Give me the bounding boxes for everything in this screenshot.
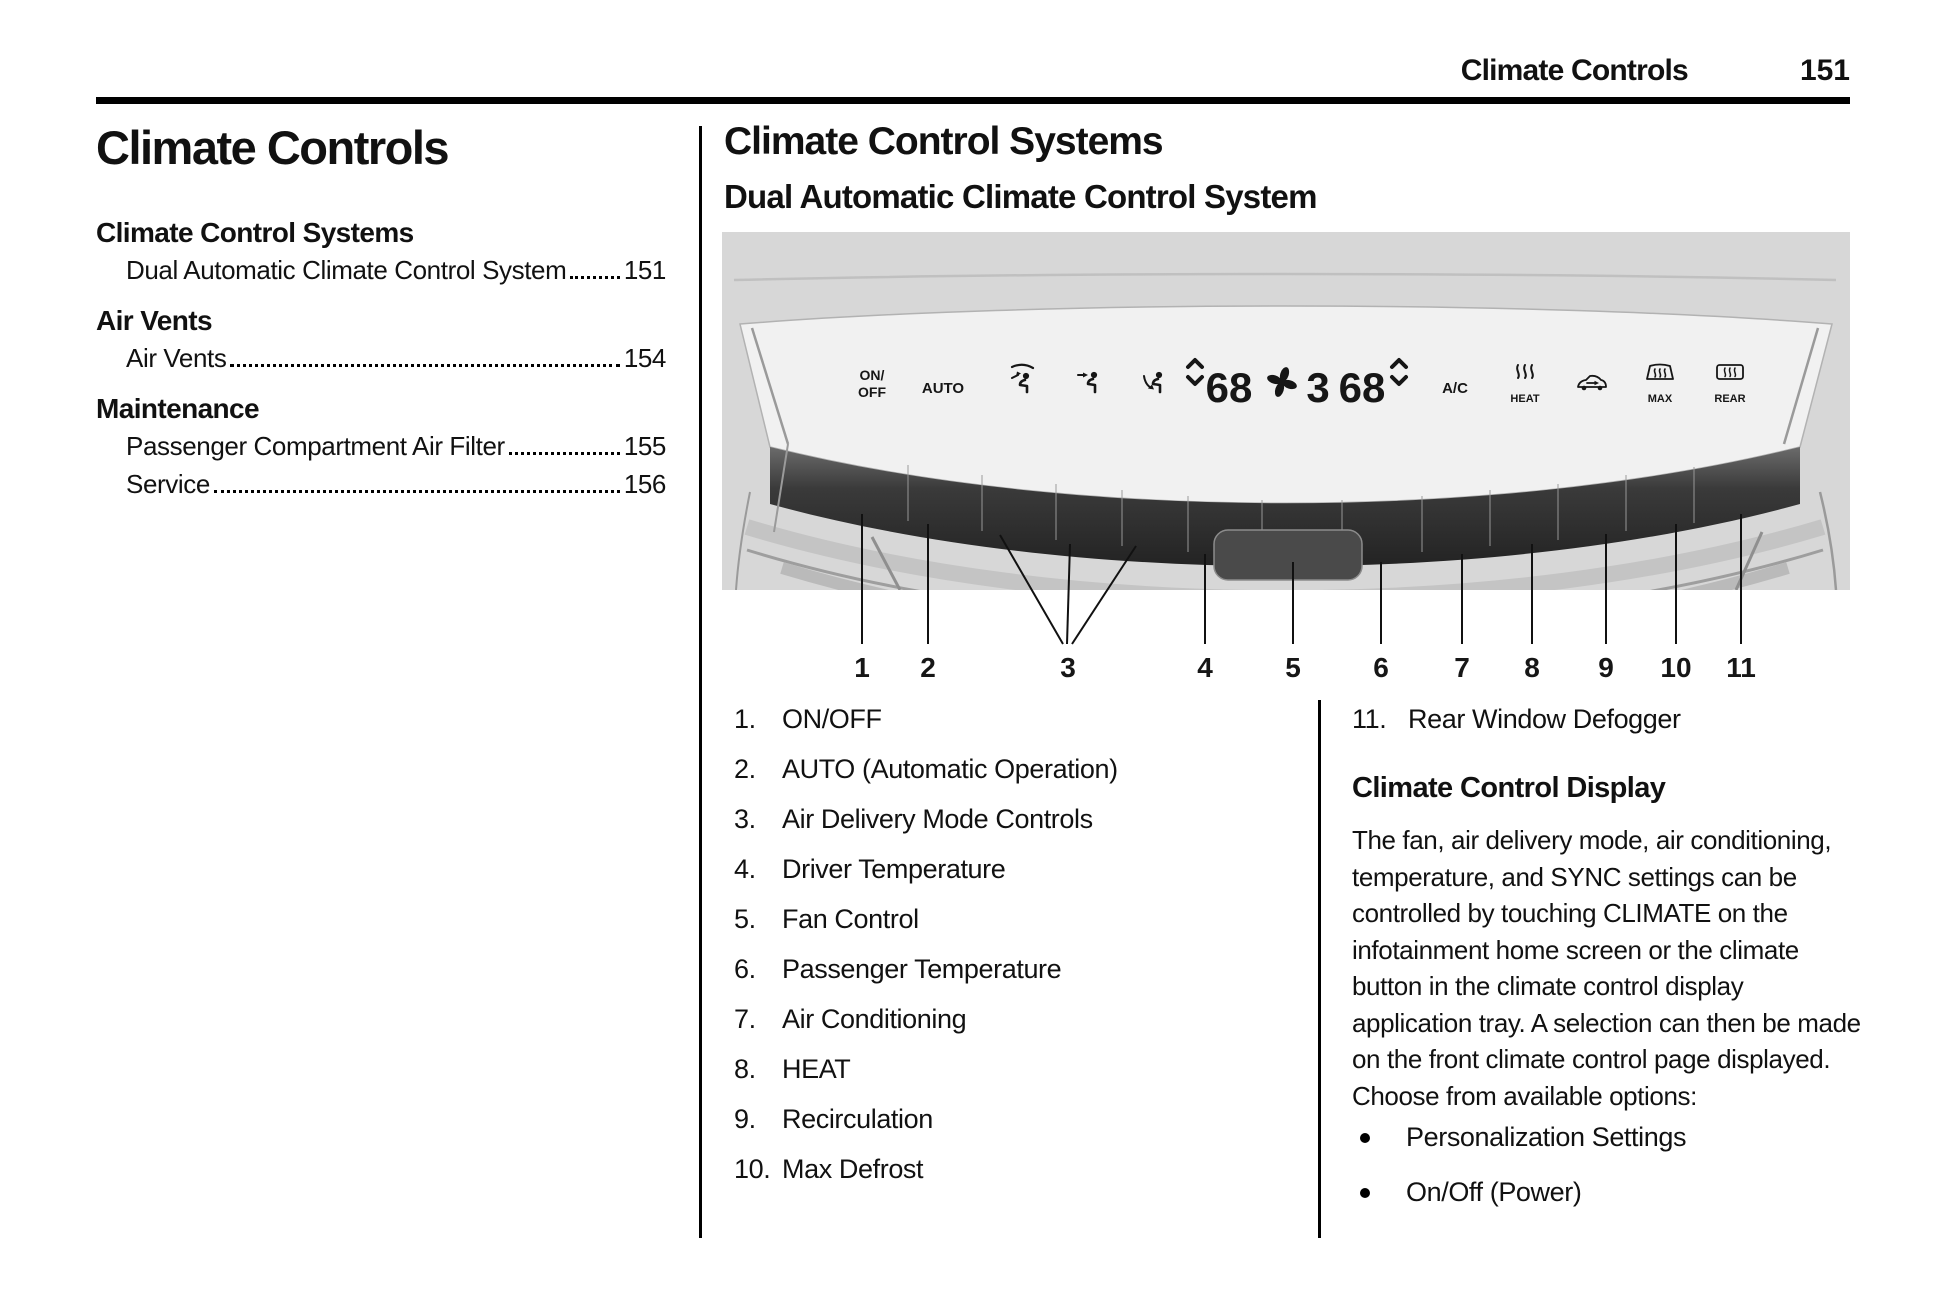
list-item-label: HEAT <box>782 1054 851 1084</box>
list-item-label: Air Delivery Mode Controls <box>782 804 1093 834</box>
on-off-button-label: OFF <box>858 384 886 400</box>
rear-defog-button-label: REAR <box>1714 393 1746 405</box>
bullet-label: On/Off (Power) <box>1406 1177 1582 1207</box>
toc-heading: Climate Control Systems <box>96 217 414 248</box>
heat-button-label: HEAT <box>1510 393 1540 405</box>
toc-section-climate-control-systems <box>96 215 666 289</box>
header-section-title: Climate Controls <box>1460 54 1688 87</box>
section-heading: Climate Control Systems <box>724 120 1163 163</box>
list-item-label: Recirculation <box>782 1104 933 1134</box>
callout-number: 2 <box>920 652 936 682</box>
list-item-number: 3. <box>734 804 756 834</box>
toc-section-air-vents <box>96 303 666 377</box>
list-item-number: 4. <box>734 854 756 884</box>
callout-number: 9 <box>1598 652 1614 682</box>
auto-button-label: AUTO <box>921 380 965 397</box>
list-item <box>734 704 1300 734</box>
toc-entry-page: 154 <box>623 343 666 373</box>
climate-panel-diagram <box>722 232 1850 682</box>
toc-entry <box>96 339 666 377</box>
list-item-number: 8. <box>734 1054 756 1084</box>
display-section-heading: Climate Control Display <box>1352 772 1666 804</box>
callout-number: 6 <box>1373 652 1389 682</box>
driver-temp-value: 68 <box>1205 364 1253 411</box>
chapter-title: Climate Controls <box>96 121 449 174</box>
list-item-label: AUTO (Automatic Operation) <box>782 754 1118 784</box>
bullet-item <box>1352 1122 1866 1153</box>
toc-entry-page: 155 <box>623 431 666 461</box>
toc-entry-label: Service <box>126 469 210 499</box>
list-item <box>734 1004 1300 1034</box>
bullet-item <box>1352 1177 1866 1208</box>
list-item <box>734 754 1300 784</box>
callout-number: 8 <box>1524 652 1540 682</box>
dot-leader <box>570 276 619 279</box>
column-divider-left <box>699 126 702 1238</box>
list-item-number: 10. <box>734 1154 771 1184</box>
header-page-number: 151 <box>1799 54 1850 87</box>
callout-number: 7 <box>1454 652 1470 682</box>
options-bullet-list <box>1352 1122 1866 1232</box>
callout-list-right <box>1352 704 1864 754</box>
toc-entry-page: 151 <box>623 255 666 285</box>
column-divider-right <box>1318 700 1321 1238</box>
list-item <box>734 904 1300 934</box>
header-rule <box>96 97 1850 104</box>
list-item-number: 5. <box>734 904 756 934</box>
list-item <box>734 854 1300 884</box>
list-item <box>734 1154 1300 1184</box>
passenger-temp-value: 68 <box>1338 364 1386 411</box>
list-item-number: 2. <box>734 754 756 784</box>
toc-entry-label: Dual Automatic Climate Control System <box>126 255 567 285</box>
ac-button-label: A/C <box>1442 380 1468 397</box>
toc-heading: Maintenance <box>96 393 259 424</box>
list-item-label: Fan Control <box>782 904 919 934</box>
list-item-number: 6. <box>734 954 756 984</box>
callout-number: 11 <box>1726 652 1756 682</box>
list-item-number: 7. <box>734 1004 756 1034</box>
callout-number: 1 <box>854 652 870 682</box>
list-item <box>734 1104 1300 1134</box>
list-item <box>734 954 1300 984</box>
toc-heading: Air Vents <box>96 305 212 336</box>
list-item <box>734 1054 1300 1084</box>
page-header <box>1461 54 1850 88</box>
display-section-paragraph: The fan, air delivery mode, air conditioning, temperature, and SYNC settings can be controlled by touching CLIMATE on the infotainment home screen or the climate button in the climate control display application tray. A selection can then be made on the front climate control page displayed. Choose from available options: <box>1352 825 1861 1111</box>
list-item <box>1352 704 1864 734</box>
toc-section-maintenance <box>96 391 666 503</box>
callout-number: 3 <box>1060 652 1076 682</box>
dot-leader <box>230 364 619 367</box>
fan-speed-value: 3 <box>1306 364 1330 411</box>
list-item-number: 9. <box>734 1104 756 1134</box>
list-item-number: 1. <box>734 704 756 734</box>
toc-entry-page: 156 <box>623 469 666 499</box>
toc-entry <box>96 427 666 465</box>
toc-entry-label: Air Vents <box>126 343 227 373</box>
callout-number: 10 <box>1660 652 1692 682</box>
max-defrost-button-label: MAX <box>1647 393 1673 405</box>
subsection-heading: Dual Automatic Climate Control System <box>724 178 1317 215</box>
list-item-label: Rear Window Defogger <box>1408 704 1681 734</box>
callout-number: 4 <box>1197 652 1213 682</box>
climate-panel-illustration <box>722 232 1850 682</box>
dot-leader <box>214 490 620 493</box>
list-item <box>734 804 1300 834</box>
table-of-contents <box>96 120 666 503</box>
list-item-label: Max Defrost <box>782 1154 924 1184</box>
toc-entry <box>96 251 666 289</box>
bullet-dot <box>1360 1188 1370 1198</box>
callout-numbers <box>854 652 1756 682</box>
list-item-label: Passenger Temperature <box>782 954 1062 984</box>
dot-leader <box>509 452 620 455</box>
callout-number: 5 <box>1285 652 1301 682</box>
list-item-label: Driver Temperature <box>782 854 1006 884</box>
callout-list-left <box>734 704 1300 1204</box>
bullet-label: Personalization Settings <box>1406 1122 1687 1152</box>
list-item-label: Air Conditioning <box>782 1004 967 1034</box>
bullet-dot <box>1360 1133 1370 1143</box>
toc-entry <box>96 465 666 503</box>
toc-entry-label: Passenger Compartment Air Filter <box>126 431 505 461</box>
on-off-button-label: ON/ <box>859 367 885 383</box>
list-item-label: ON/OFF <box>782 704 882 734</box>
list-item-number: 11. <box>1352 704 1387 734</box>
